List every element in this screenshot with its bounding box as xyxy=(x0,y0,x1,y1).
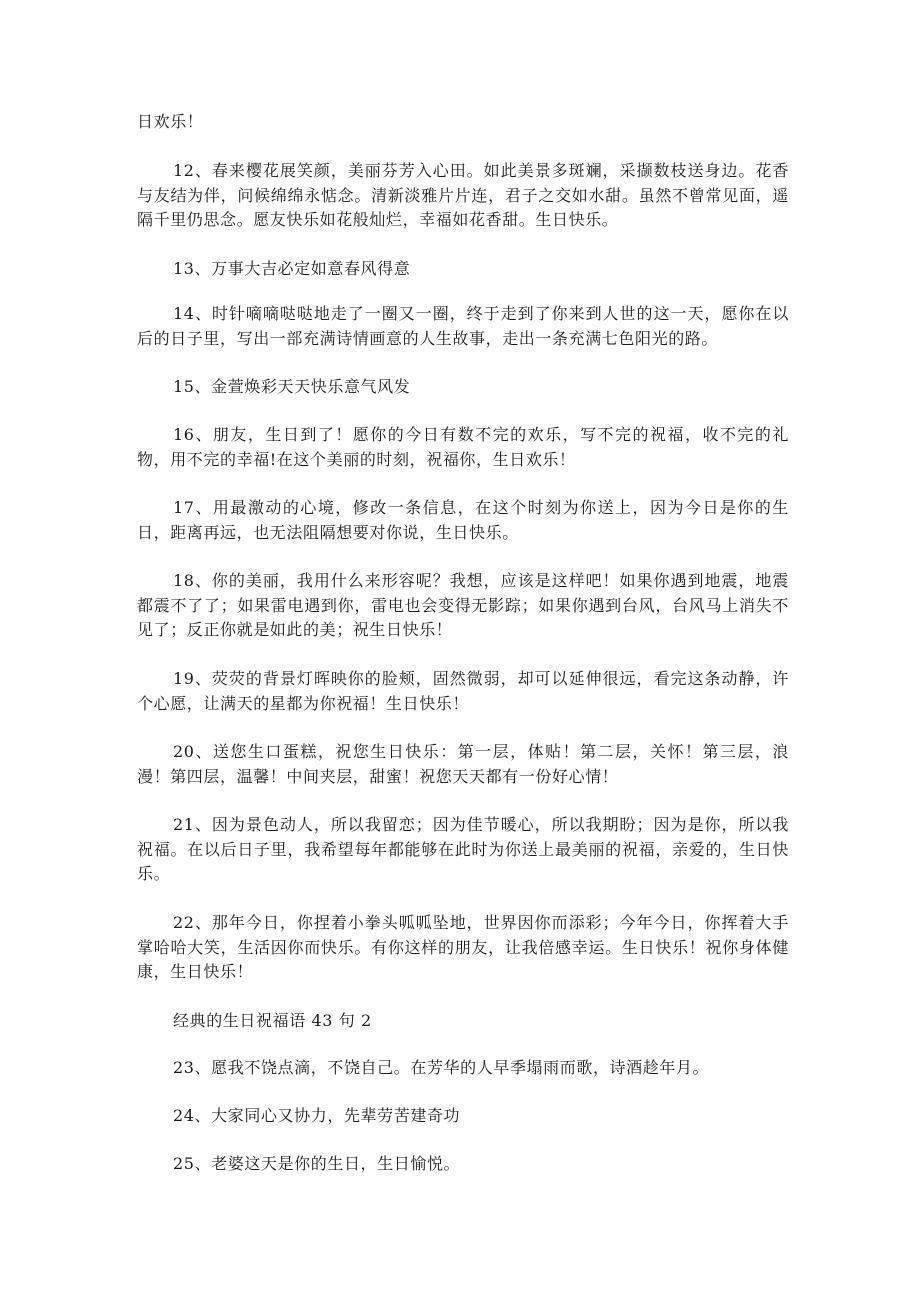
paragraph-16: 16、朋友，生日到了！愿你的今日有数不完的欢乐，写不完的祝福，收不完的礼物，用不完的幸福!在这个美丽的时刻，祝福你，生日欢乐！ xyxy=(137,425,789,469)
paragraph-19: 19、荧荧的背景灯晖映你的脸颊，固然微弱，却可以延伸很远，看完这条动静，许个心愿，让满天的星都为你祝福！生日快乐！ xyxy=(137,669,789,713)
paragraph-18: 18、你的美丽，我用什么来形容呢？我想，应该是这样吧！如果你遇到地震，地震都震不了了；如果雷电遇到你，雷电也会变得无影踪；如果你遇到台风，台风马上消失不见了；反正你就是如此的美；祝生日快乐！ xyxy=(137,571,789,639)
paragraph-23: 23、愿我不饶点滴，不饶自己。在芳华的人早季塌雨而歌，诗酒趁年月。 xyxy=(173,1058,710,1077)
paragraph-24: 24、大家同心又协力，先辈劳苦建奇功 xyxy=(173,1106,461,1125)
paragraph-14: 14、时针嘀嘀哒哒地走了一圈又一圈，终于走到了你来到人世的这一天，愿你在以后的日子里，写出一部充满诗情画意的人生故事，走出一条充满七色阳光的路。 xyxy=(137,304,789,348)
paragraph-13: 13、万事大吉必定如意春风得意 xyxy=(173,259,411,278)
paragraph-12: 12、春来樱花展笑颜，美丽芬芳入心田。如此美景多斑斓，采撷数枝送身边。花香与友结为伴，问候绵绵永惦念。清新淡雅片片连，君子之交如水甜。虽然不曾常见面，遥隔千里仍思念。愿友快乐如花般灿烂，幸福如花香甜。生日快乐。 xyxy=(137,161,789,229)
paragraph-22: 22、那年今日，你捏着小拳头呱呱坠地，世界因你而添彩；今年今日，你挥着大手掌哈哈大笑，生活因你而快乐。有你这样的朋友，让我倍感幸运。生日快乐！祝你身体健康，生日快乐！ xyxy=(137,913,789,981)
paragraph-continuation: 日欢乐！ xyxy=(137,112,204,131)
paragraph-17: 17、用最激动的心境，修改一条信息，在这个时刻为你送上，因为今日是你的生日，距离再远，也无法阻隔想要对你说，生日快乐。 xyxy=(137,498,789,542)
paragraph-20: 20、送您生口蛋糕，祝您生日快乐：第一层，体贴！第二层，关怀！第三层，浪漫！第四层，温馨！中间夹层，甜蜜！祝您天天都有一份好心情！ xyxy=(137,742,789,786)
paragraph-21: 21、因为景色动人，所以我留恋；因为佳节暖心，所以我期盼；因为是你，所以我祝福。在以后日子里，我希望每年都能够在此时为你送上最美丽的祝福，亲爱的，生日快乐。 xyxy=(137,815,789,883)
paragraph-25: 25、老婆这天是你的生日，生日愉悦。 xyxy=(173,1154,461,1173)
section-heading: 经典的生日祝福语 43 句 2 xyxy=(173,1011,372,1030)
paragraph-15: 15、金萱焕彩天天快乐意气风发 xyxy=(173,377,411,396)
